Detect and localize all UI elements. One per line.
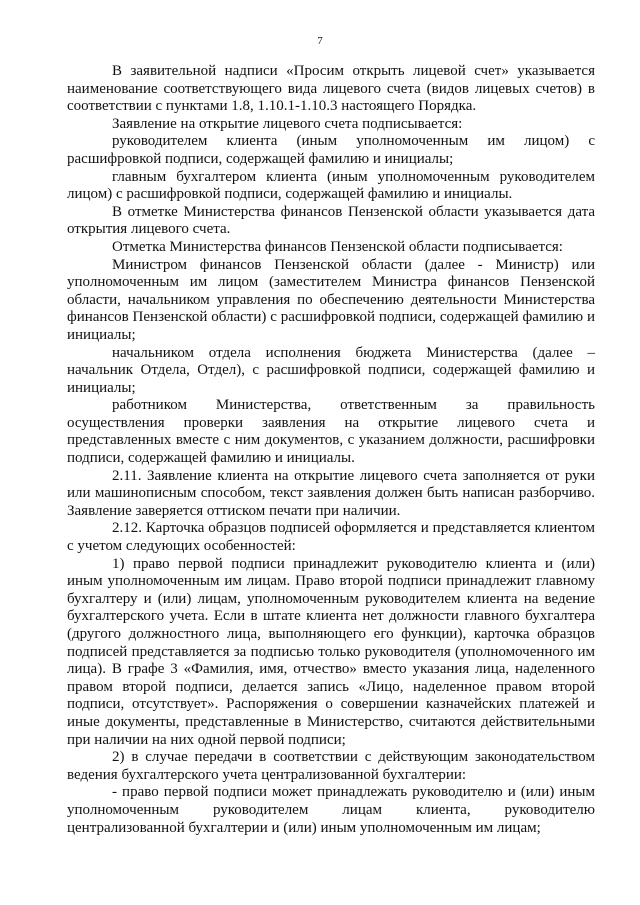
paragraph: 2.11. Заявление клиента на открытие лицевого счета заполняется от руки или машинописным способом, текст заявления должен быть написан разборчиво. Заявление заверяется оттиском печати при наличии. — [67, 467, 595, 519]
document-body — [67, 63, 595, 837]
paragraph: руководителем клиента (иным уполномоченным им лицом) с расшифровкой подписи, содержащей фамилию и инициалы; — [67, 133, 595, 167]
paragraph: В отметке Министерства финансов Пензенской области указывается дата открытия лицевого счета. — [67, 203, 595, 238]
page-number: 7 — [317, 35, 323, 47]
paragraph: В заявительной надписи «Просим открыть лицевой счет» указывается наименование соответствующего вида лицевого счета (видов лицевых счетов) в соответствии с пунктами 1.8, 1.10.1-1.10.3 настоящего Порядка. — [67, 63, 595, 115]
paragraph: Министром финансов Пензенской области (далее - Министр) или уполномоченным им лицом (заместителем Министра финансов Пензенской области, начальником управления по обеспечению деятельности Министерства финансов Пензенской области) с расшифровкой подписи, содержащей фамилию и инициалы; — [67, 256, 595, 343]
paragraph: работником Министерства, ответственным за правильность осуществления проверки заявления на открытие лицевого счета и представленных вместе с ним документов, с указанием должности, расшифровки подписи, содержащей фамилию и инициалы. — [67, 397, 595, 467]
paragraph: Заявление на открытие лицевого счета подписывается: — [112, 115, 463, 132]
paragraph: 1) право первой подписи принадлежит руководителю клиента и (или) иным уполномоченным им лицам. Право второй подписи принадлежит главному бухгалтеру и (или) лицам, уполномоченным руководителем клиента на ведение бухгалтерского учета. Если в штате клиента нет должности главного бухгалтера (другого должностного лица, выполняющего его функции), карточка образцов подписей представляется за подписью только руководителя (уполномоченного им лица). В графе 3 «Фамилия, имя, отчество» вместо указания лица, наделенного правом второй подписи, делается запись «Лицо, наделенное правом второй подписи, отсутствует». Распоряжения о совершении казначейских платежей и иные документы, представленные в Министерство, считаются действительными при наличии на них одной первой подписи; — [67, 555, 595, 748]
paragraph: начальником отдела исполнения бюджета Министерства (далее – начальник Отдела, Отдел), с расшифровкой подписи, содержащей фамилию и инициалы; — [67, 344, 595, 396]
paragraph: 2.12. Карточка образцов подписей оформляется и представляется клиентом с учетом следующих особенностей: — [67, 520, 595, 555]
paragraph: - право первой подписи может принадлежать руководителю и (или) иным уполномоченным руководителем лицам клиента, руководителю централизованной бухгалтерии и (или) иным уполномоченным им лицам; — [67, 784, 595, 836]
paragraph: 2) в случае передачи в соответствии с действующим законодательством ведения бухгалтерского учета централизованной бухгалтерии: — [67, 749, 595, 783]
paragraph: главным бухгалтером клиента (иным уполномоченным руководителем лицом) с расшифровкой подписи, содержащей фамилию и инициалы. — [67, 168, 595, 203]
paragraph: Отметка Министерства финансов Пензенской области подписывается: — [112, 238, 563, 255]
